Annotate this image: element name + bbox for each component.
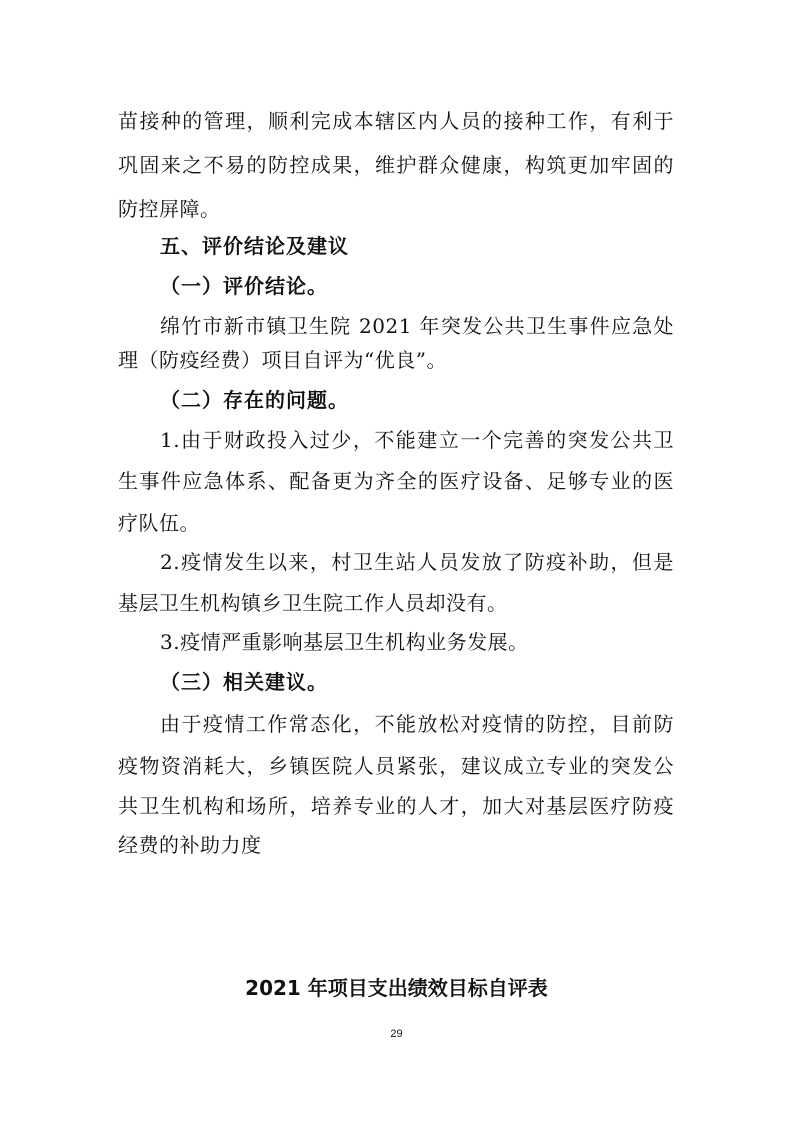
paragraph-line: 防控屏障。 (118, 197, 221, 221)
paragraph-line: 疫物资消耗大，乡镇医院人员紧张，建议成立专业的突发公 (118, 754, 674, 778)
table-title: 2021 年项目支出绩效目标自评表 (245, 976, 548, 1000)
list-item-line: 生事件应急体系、配备更为齐全的医疗设备、足够专业的医 (118, 469, 674, 493)
subsection-heading: （二）存在的问题。 (160, 388, 349, 412)
paragraph-line: 经费的补助力度 (118, 833, 262, 857)
list-item-line: 2.疫情发生以来，村卫生站人员发放了防疫补助，但是 (160, 550, 674, 574)
paragraph-line: 苗接种的管理，顺利完成本辖区内人员的接种工作，有利于 (118, 109, 674, 133)
list-item-line: 1.由于财政投入过少，不能建立一个完善的突发公共卫 (160, 428, 674, 452)
list-item-line: 基层卫生机构镇乡卫生院工作人员却没有。 (118, 591, 508, 615)
page-number: 29 (390, 1028, 403, 1040)
paragraph-line: 巩固来之不易的防控成果，维护群众健康，构筑更加牢固的 (118, 153, 674, 177)
section-heading: 五、评价结论及建议 (160, 234, 349, 258)
paragraph-line: 绵竹市新市镇卫生院 2021 年突发公共卫生事件应急处 (160, 314, 674, 338)
paragraph-line: 共卫生机构和场所，培养专业的人才，加大对基层医疗防疫 (118, 794, 674, 818)
subsection-heading: （一）评价结论。 (160, 274, 328, 298)
list-item-line: 3.疫情严重影响基层卫生机构业务发展。 (160, 630, 529, 654)
subsection-heading: （三）相关建议。 (160, 670, 328, 694)
paragraph-line: 理（防疫经费）项目自评为“优良”。 (118, 348, 447, 372)
paragraph-line: 由于疫情工作常态化，不能放松对疫情的防控，目前防 (160, 712, 674, 736)
list-item-line: 疗队伍。 (118, 511, 200, 535)
